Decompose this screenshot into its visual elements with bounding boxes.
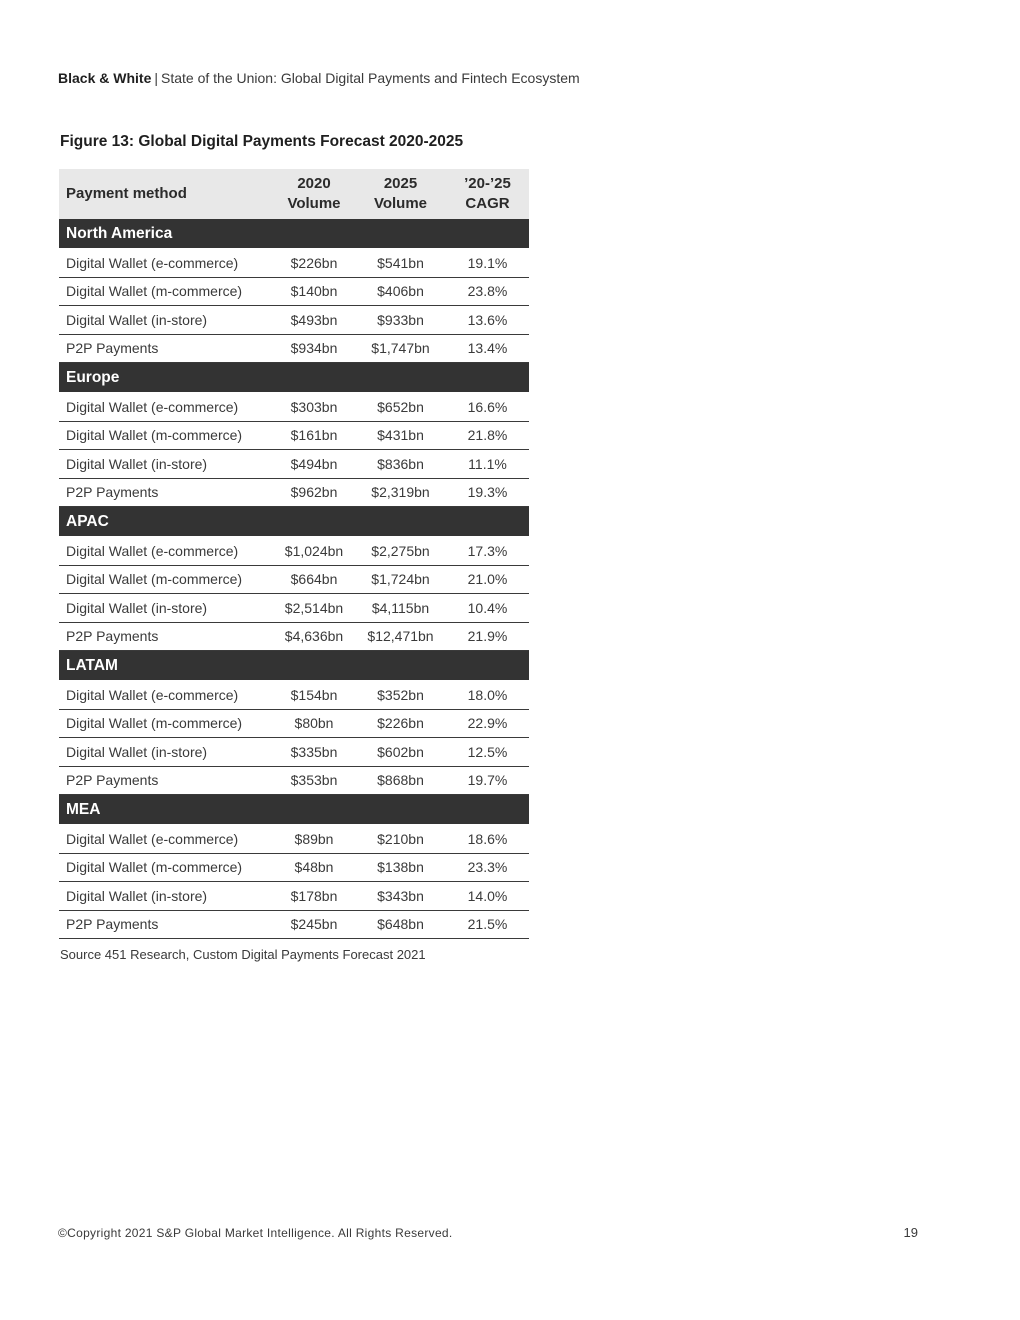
report-brand: Black & White <box>58 70 152 86</box>
region-row <box>59 795 529 825</box>
cell-cagr: 23.3% <box>446 853 529 882</box>
cell-2020-volume: $2,514bn <box>273 594 355 623</box>
cell-payment-method: Digital Wallet (in-store) <box>59 450 273 479</box>
cell-2025-volume: $648bn <box>355 910 446 939</box>
footer-copyright: ©Copyright 2021 S&P Global Market Intelligence. All Rights Reserved. <box>58 1226 453 1240</box>
region-label: Europe <box>59 363 529 393</box>
cell-cagr: 13.6% <box>446 306 529 335</box>
table-row <box>59 306 529 335</box>
cell-payment-method: Digital Wallet (m-commerce) <box>59 709 273 738</box>
report-title: State of the Union: Global Digital Payments and Fintech Ecosystem <box>161 70 580 86</box>
cell-cagr: 14.0% <box>446 882 529 911</box>
figure-title: Figure 13: Global Digital Payments Forecast 2020-2025 <box>60 133 464 150</box>
cell-2020-volume: $245bn <box>273 910 355 939</box>
table-row <box>59 681 529 710</box>
region-row <box>59 219 529 249</box>
cell-payment-method: Digital Wallet (e-commerce) <box>59 393 273 422</box>
cell-cagr: 21.5% <box>446 910 529 939</box>
cell-2025-volume: $2,319bn <box>355 478 446 507</box>
table-row <box>59 825 529 854</box>
cell-2025-volume: $933bn <box>355 306 446 335</box>
cell-2020-volume: $178bn <box>273 882 355 911</box>
table-body <box>59 219 529 939</box>
cell-cagr: 21.8% <box>446 421 529 450</box>
cell-2025-volume: $4,115bn <box>355 594 446 623</box>
cell-2025-volume: $352bn <box>355 681 446 710</box>
table-row <box>59 249 529 278</box>
column-header-cagr-line1: ’20-’25 <box>464 175 511 192</box>
table-row <box>59 393 529 422</box>
cell-2025-volume: $1,747bn <box>355 334 446 363</box>
cell-payment-method: P2P Payments <box>59 478 273 507</box>
cell-2020-volume: $962bn <box>273 478 355 507</box>
cell-2025-volume: $541bn <box>355 249 446 278</box>
column-header-2025-line2: Volume <box>373 195 428 212</box>
cell-cagr: 17.3% <box>446 537 529 566</box>
source-note: Source 451 Research, Custom Digital Payments Forecast 2021 <box>60 947 426 962</box>
cell-cagr: 11.1% <box>446 450 529 479</box>
cell-2025-volume: $12,471bn <box>355 622 446 651</box>
cell-2025-volume: $138bn <box>355 853 446 882</box>
cell-2020-volume: $80bn <box>273 709 355 738</box>
cell-cagr: 13.4% <box>446 334 529 363</box>
table-row <box>59 450 529 479</box>
cell-cagr: 12.5% <box>446 738 529 767</box>
cell-2025-volume: $431bn <box>355 421 446 450</box>
cell-cagr: 10.4% <box>446 594 529 623</box>
cell-2020-volume: $226bn <box>273 249 355 278</box>
table-row <box>59 910 529 939</box>
table-row <box>59 738 529 767</box>
header-separator: | <box>154 70 158 86</box>
column-header-cagr-line2: CAGR <box>465 195 510 212</box>
forecast-table <box>59 169 529 939</box>
table-header-row <box>59 169 529 219</box>
table-row <box>59 853 529 882</box>
table-header <box>59 169 529 219</box>
cell-cagr: 16.6% <box>446 393 529 422</box>
column-header-payment-method: Payment method <box>59 169 273 219</box>
cell-payment-method: P2P Payments <box>59 910 273 939</box>
forecast-table-container <box>59 169 529 939</box>
cell-2020-volume: $303bn <box>273 393 355 422</box>
cell-2025-volume: $868bn <box>355 766 446 795</box>
table-row <box>59 766 529 795</box>
cell-2020-volume: $140bn <box>273 277 355 306</box>
column-header-2025-volume <box>355 169 446 219</box>
cell-payment-method: P2P Payments <box>59 766 273 795</box>
table-row <box>59 478 529 507</box>
cell-cagr: 21.9% <box>446 622 529 651</box>
cell-payment-method: Digital Wallet (e-commerce) <box>59 249 273 278</box>
cell-2020-volume: $934bn <box>273 334 355 363</box>
table-row <box>59 277 529 306</box>
cell-2025-volume: $406bn <box>355 277 446 306</box>
cell-cagr: 21.0% <box>446 565 529 594</box>
region-label: APAC <box>59 507 529 537</box>
cell-payment-method: Digital Wallet (m-commerce) <box>59 277 273 306</box>
cell-2020-volume: $154bn <box>273 681 355 710</box>
table-row <box>59 334 529 363</box>
cell-2020-volume: $48bn <box>273 853 355 882</box>
cell-cagr: 19.3% <box>446 478 529 507</box>
running-header <box>58 70 580 86</box>
cell-payment-method: Digital Wallet (e-commerce) <box>59 825 273 854</box>
cell-payment-method: Digital Wallet (e-commerce) <box>59 537 273 566</box>
cell-cagr: 19.7% <box>446 766 529 795</box>
region-label: LATAM <box>59 651 529 681</box>
cell-2025-volume: $602bn <box>355 738 446 767</box>
table-row <box>59 421 529 450</box>
cell-payment-method: Digital Wallet (in-store) <box>59 882 273 911</box>
table-row <box>59 709 529 738</box>
table-row <box>59 594 529 623</box>
region-row <box>59 363 529 393</box>
column-header-cagr <box>446 169 529 219</box>
cell-2020-volume: $1,024bn <box>273 537 355 566</box>
cell-cagr: 22.9% <box>446 709 529 738</box>
cell-cagr: 18.0% <box>446 681 529 710</box>
column-header-2020-line1: 2020 <box>297 175 331 192</box>
table-row <box>59 537 529 566</box>
cell-2020-volume: $353bn <box>273 766 355 795</box>
cell-2020-volume: $161bn <box>273 421 355 450</box>
cell-payment-method: Digital Wallet (in-store) <box>59 306 273 335</box>
cell-payment-method: Digital Wallet (e-commerce) <box>59 681 273 710</box>
cell-2025-volume: $652bn <box>355 393 446 422</box>
cell-payment-method: Digital Wallet (in-store) <box>59 738 273 767</box>
table-row <box>59 565 529 594</box>
column-header-2025-line1: 2025 <box>383 175 418 192</box>
cell-2025-volume: $2,275bn <box>355 537 446 566</box>
cell-cagr: 19.1% <box>446 249 529 278</box>
table-row <box>59 622 529 651</box>
cell-payment-method: P2P Payments <box>59 622 273 651</box>
cell-payment-method: Digital Wallet (m-commerce) <box>59 853 273 882</box>
cell-2020-volume: $335bn <box>273 738 355 767</box>
region-row <box>59 651 529 681</box>
region-label: MEA <box>59 795 529 825</box>
cell-2025-volume: $210bn <box>355 825 446 854</box>
column-header-2020-line2: Volume <box>287 195 341 212</box>
cell-2025-volume: $226bn <box>355 709 446 738</box>
cell-2020-volume: $4,636bn <box>273 622 355 651</box>
cell-2020-volume: $89bn <box>273 825 355 854</box>
cell-cagr: 23.8% <box>446 277 529 306</box>
cell-2025-volume: $836bn <box>355 450 446 479</box>
cell-2020-volume: $664bn <box>273 565 355 594</box>
region-row <box>59 507 529 537</box>
column-header-2020-volume <box>273 169 355 219</box>
cell-2025-volume: $343bn <box>355 882 446 911</box>
page-number: 19 <box>903 1225 918 1240</box>
cell-payment-method: Digital Wallet (in-store) <box>59 594 273 623</box>
cell-payment-method: P2P Payments <box>59 334 273 363</box>
cell-payment-method: Digital Wallet (m-commerce) <box>59 565 273 594</box>
table-row <box>59 882 529 911</box>
cell-2020-volume: $493bn <box>273 306 355 335</box>
cell-cagr: 18.6% <box>446 825 529 854</box>
region-label: North America <box>59 219 529 249</box>
cell-payment-method: Digital Wallet (m-commerce) <box>59 421 273 450</box>
cell-2025-volume: $1,724bn <box>355 565 446 594</box>
cell-2020-volume: $494bn <box>273 450 355 479</box>
